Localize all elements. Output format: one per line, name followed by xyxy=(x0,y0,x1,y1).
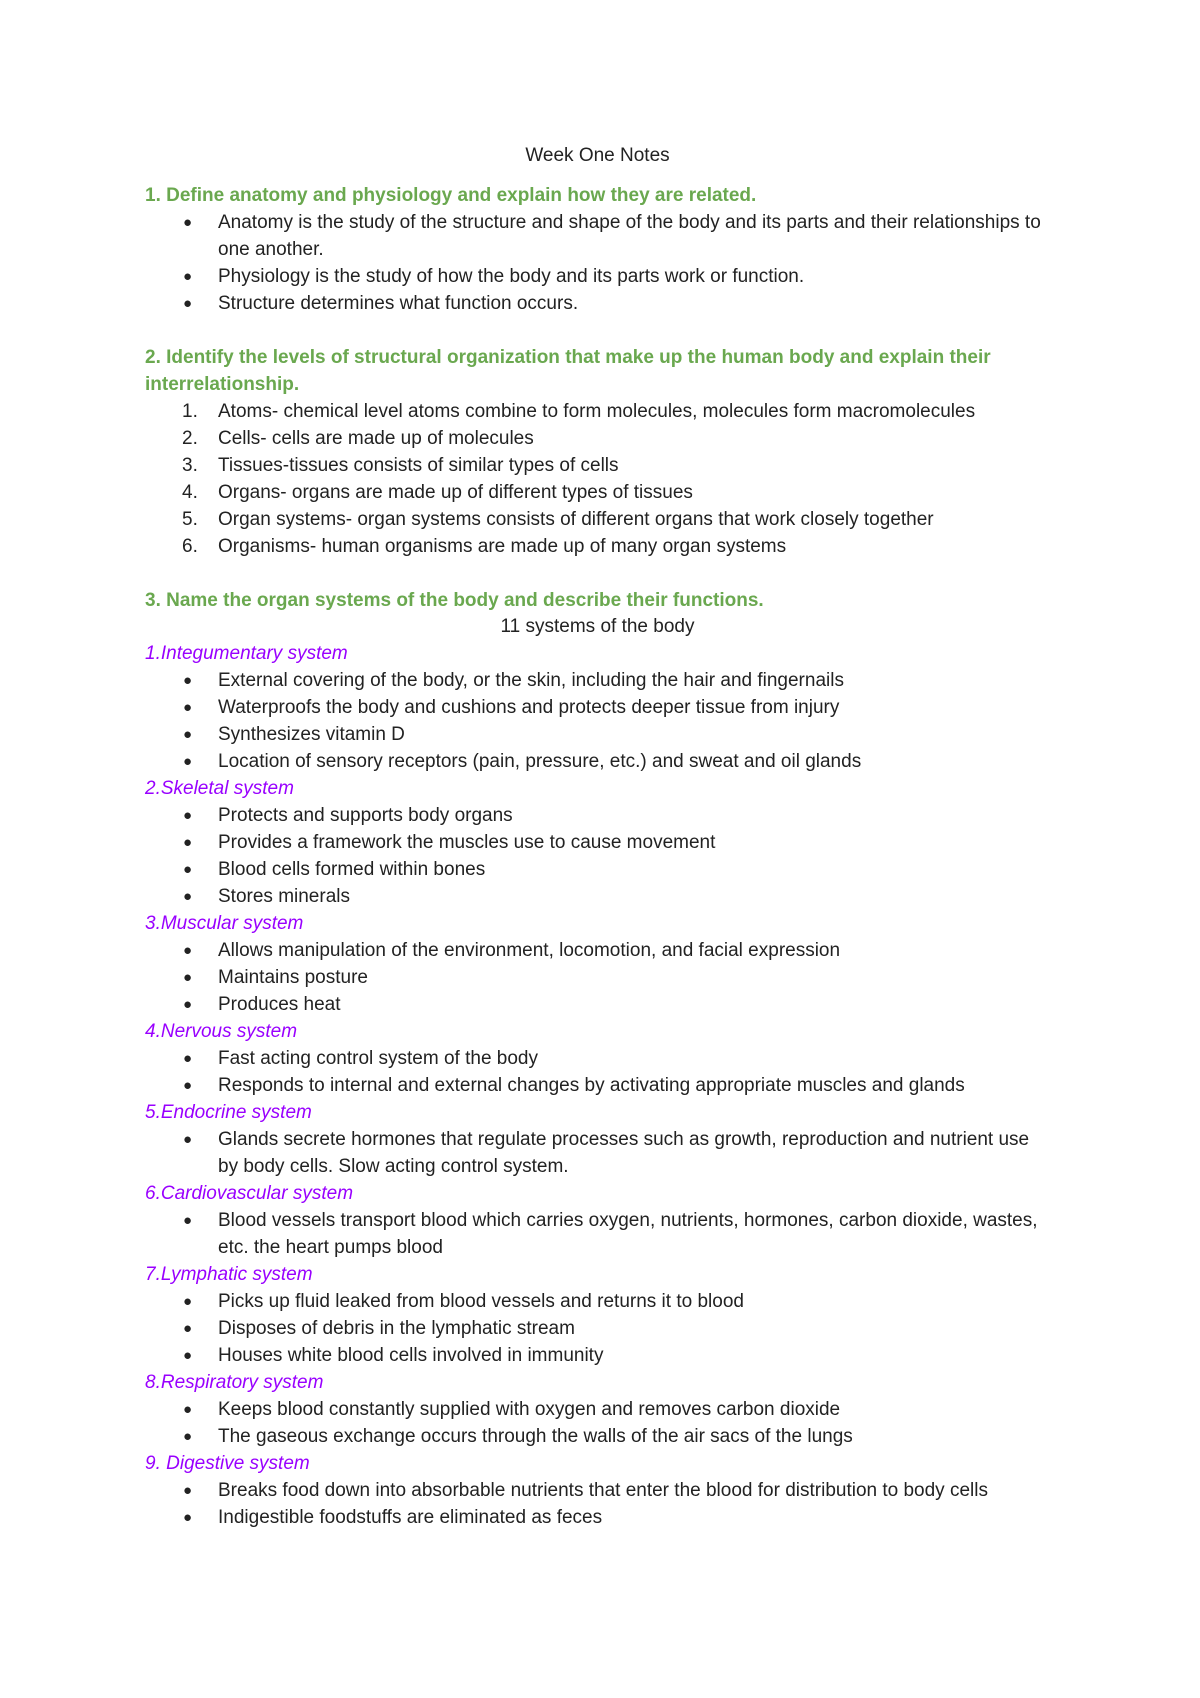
system-list xyxy=(145,1477,1050,1531)
bullet-icon: ● xyxy=(183,1212,193,1229)
system-list xyxy=(145,1126,1050,1180)
page-title: Week One Notes xyxy=(525,145,670,166)
list-item: ● External covering of the body, or the skin, including the hair and fingernails xyxy=(145,667,1050,694)
bullet-icon: ● xyxy=(183,672,193,689)
system-list xyxy=(145,937,1050,1018)
list-item: 3. Tissues-tissues consists of similar types of cells xyxy=(182,455,619,476)
list-item: ● Synthesizes vitamin D xyxy=(145,721,1050,748)
question-1-heading: 1. Define anatomy and physiology and explain how they are related. xyxy=(145,185,757,206)
system-heading: 3.Muscular system xyxy=(145,913,304,934)
question-2-heading: 2. Identify the levels of structural organization that make up the human body and explain their interrelationship. xyxy=(145,347,991,395)
list-item: ● Blood cells formed within bones xyxy=(145,856,1050,883)
list-item: ● The gaseous exchange occurs through the walls of the air sacs of the lungs xyxy=(145,1423,1050,1450)
list-item: ● Indigestible foodstuffs are eliminated as feces xyxy=(145,1504,1050,1531)
question-3-heading: 3. Name the organ systems of the body and describe their functions. xyxy=(145,590,764,611)
bullet-icon: ● xyxy=(183,996,193,1013)
system-list xyxy=(145,802,1050,910)
list-item: ● Maintains posture xyxy=(145,964,1050,991)
system-heading: 4.Nervous system xyxy=(145,1021,298,1042)
bullet-icon: ● xyxy=(183,1509,193,1526)
question-1-list xyxy=(145,209,1050,317)
list-item: ● Produces heat xyxy=(145,991,1050,1018)
bullet-icon: ● xyxy=(183,1320,193,1337)
list-item: ● Fast acting control system of the body xyxy=(145,1045,1050,1072)
system-list xyxy=(145,1288,1050,1369)
system-heading: 6.Cardiovascular system xyxy=(145,1183,354,1204)
list-item: ● Houses white blood cells involved in immunity xyxy=(145,1342,1050,1369)
document-page xyxy=(145,143,1050,1531)
list-item: ● Stores minerals xyxy=(145,883,1050,910)
system-list xyxy=(145,1045,1050,1099)
list-item: ● Waterproofs the body and cushions and protects deeper tissue from injury xyxy=(145,694,1050,721)
bullet-icon: ● xyxy=(183,1347,193,1364)
list-item: ● Location of sensory receptors (pain, pressure, etc.) and sweat and oil glands xyxy=(145,748,1050,775)
system-heading: 5.Endocrine system xyxy=(145,1102,312,1123)
system-heading: 7.Lymphatic system xyxy=(145,1264,313,1285)
bullet-icon: ● xyxy=(183,1428,193,1445)
bullet-icon: ● xyxy=(183,268,193,285)
list-item: 2. Cells- cells are made up of molecules xyxy=(182,428,534,449)
bullet-icon: ● xyxy=(183,888,193,905)
list-item: ● Provides a framework the muscles use to cause movement xyxy=(145,829,1050,856)
system-heading: 2.Skeletal system xyxy=(145,778,294,799)
list-item: ● Physiology is the study of how the body and its parts work or function. xyxy=(145,263,1050,290)
bullet-icon: ● xyxy=(183,861,193,878)
bullet-icon: ● xyxy=(183,942,193,959)
list-item: ● Disposes of debris in the lymphatic stream xyxy=(145,1315,1050,1342)
bullet-icon: ● xyxy=(183,214,193,231)
list-item: 4. Organs- organs are made up of different types of tissues xyxy=(182,482,693,503)
list-item: ● Responds to internal and external changes by activating appropriate muscles and glands xyxy=(145,1072,1050,1099)
bullet-icon: ● xyxy=(183,1077,193,1094)
bullet-icon: ● xyxy=(183,753,193,770)
system-list xyxy=(145,667,1050,775)
bullet-icon: ● xyxy=(183,726,193,743)
list-item: ● Anatomy is the study of the structure and shape of the body and its parts and their relationships to one another. xyxy=(145,209,1050,263)
bullet-icon: ● xyxy=(183,807,193,824)
list-item: 5. Organ systems- organ systems consists of different organs that work closely together xyxy=(182,509,934,530)
bullet-icon: ● xyxy=(183,1482,193,1499)
list-item: ● Keeps blood constantly supplied with oxygen and removes carbon dioxide xyxy=(145,1396,1050,1423)
system-list xyxy=(145,1207,1050,1261)
list-item: ● Picks up fluid leaked from blood vessels and returns it to blood xyxy=(145,1288,1050,1315)
bullet-icon: ● xyxy=(183,295,193,312)
list-item: ● Blood vessels transport blood which carries oxygen, nutrients, hormones, carbon dioxide, wastes, etc. the heart pumps blood xyxy=(145,1207,1050,1261)
list-item: ● Protects and supports body organs xyxy=(145,802,1050,829)
system-list xyxy=(145,1396,1050,1450)
bullet-icon: ● xyxy=(183,969,193,986)
bullet-icon: ● xyxy=(183,1293,193,1310)
bullet-icon: ● xyxy=(183,1401,193,1418)
list-item: ● Allows manipulation of the environment, locomotion, and facial expression xyxy=(145,937,1050,964)
bullet-icon: ● xyxy=(183,1050,193,1067)
bullet-icon: ● xyxy=(183,834,193,851)
list-item: ● Breaks food down into absorbable nutrients that enter the blood for distribution to body cells xyxy=(145,1477,1050,1504)
systems-subtitle: 11 systems of the body xyxy=(500,616,695,637)
list-item: ● Glands secrete hormones that regulate processes such as growth, reproduction and nutrient use by body cells. Slow acting control system. xyxy=(145,1126,1050,1180)
list-item: ● Structure determines what function occurs. xyxy=(145,290,1050,317)
system-heading: 8.Respiratory system xyxy=(145,1372,324,1393)
list-item: 6. Organisms- human organisms are made up of many organ systems xyxy=(182,536,787,557)
bullet-icon: ● xyxy=(183,1131,193,1148)
question-2-list xyxy=(145,398,1050,560)
bullet-icon: ● xyxy=(183,699,193,716)
system-heading: 1.Integumentary system xyxy=(145,643,348,664)
list-item: 1. Atoms- chemical level atoms combine to form molecules, molecules form macromolecules xyxy=(182,401,976,422)
system-heading: 9. Digestive system xyxy=(145,1453,310,1474)
